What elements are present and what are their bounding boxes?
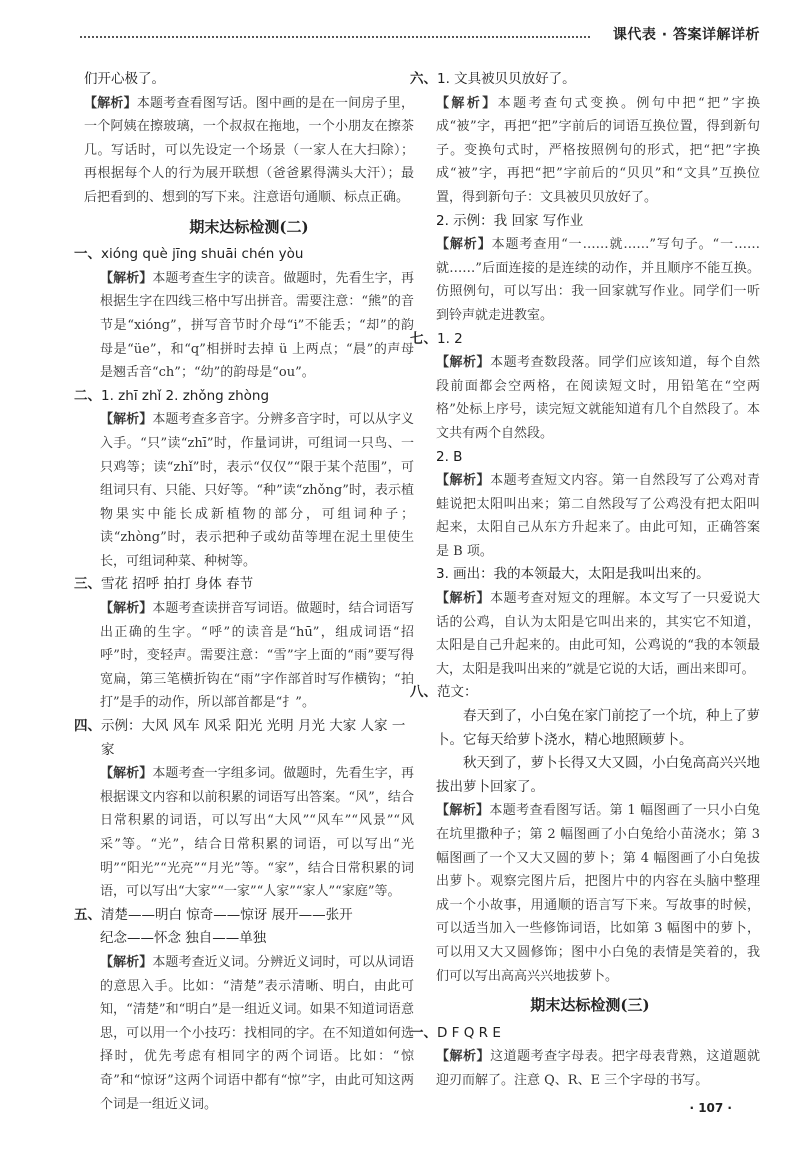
question-number: 二、 — [74, 387, 101, 404]
answer: xióng què jīng shuāi chén yòu — [101, 246, 304, 263]
question-7-2-analysis — [420, 469, 760, 563]
analysis-label: 【解析】 — [100, 412, 153, 428]
question-number: 八、 — [410, 684, 437, 701]
question-7-1-analysis — [420, 351, 760, 445]
section-title-2: 期末达标检测(二) — [189, 217, 309, 236]
question-6-2-answer: 2. 示例：我 回家 写作业 — [436, 212, 584, 229]
analysis-text: 本题考查句式变换。例句中把“把”字换成“被”字，再把“把”字前后的词语互换位置，得到新句子。变换句式时，严格按照例句的形式，把“把”字换成“被”字，再把“把”字前后的“贝贝”和“文具”互换位置，得到新句子：文具被贝贝放好了。 — [436, 95, 760, 205]
analysis-text: 本题考查数段落。同学们应该知道，每个自然段前面都会空两格，在阅读短文时，用铅笔在“空两格”处标上序号，读完短文就能知道有几个自然段了。本文共有两个自然段。 — [436, 355, 760, 441]
answer: 示例：大风 风车 风采 阳光 光明 月光 大家 人家 一家 — [101, 718, 406, 758]
question-2-analysis — [84, 408, 414, 573]
question-4 — [74, 715, 414, 762]
analysis-text: 本题考查看图写话。第 1 幅图画了一只小白兔在坑里撒种子；第 2 幅图画了小白兔给小苗浇水；第 3 幅图画了一个又大又圆的萝卜；第 4 幅图画了小白兔拔出萝卜。观察完图片后，把图片中的内容在头脑中整理成一个小故事，用通顺的语言写下来。写故事的时候，可以适当加入一些修饰词语，比如第 3 幅图中的萝卜，可以用又大又圆修饰；图中小白兔的表情是笑着的，我们可以写出高高兴兴地拔萝卜。 — [436, 803, 760, 984]
analysis-text: 本题考查用“一……就……”写句子。“一……就……”后面连接的是连续的动作，并且顺序不能互换。仿照例句，可以写出：我一回家就写作业。同学们一听到铃声就走进教室。 — [436, 237, 760, 323]
question-7-2-answer: 2. B — [436, 448, 463, 465]
analysis-label: 【解析】 — [84, 95, 137, 111]
header-dotted-rule — [80, 36, 590, 38]
question-8 — [410, 681, 760, 705]
question-5-analysis — [84, 951, 414, 1116]
question-number: 一、 — [74, 246, 101, 263]
answer: 清楚——明白 惊奇——惊讶 展开——张开 — [101, 906, 353, 923]
question-number: 三、 — [74, 576, 101, 593]
question-number: 四、 — [74, 718, 101, 735]
analysis-label: 【解析】 — [100, 601, 153, 617]
answer: 1. 文具被贝贝放好了。 — [437, 71, 576, 87]
analysis-label: 【解析】 — [436, 591, 491, 607]
question-number: 一、 — [410, 1024, 437, 1041]
page-header — [80, 22, 760, 48]
analysis-text: 这道题考查字母表。把字母表背熟，这道题就迎刃而解了。注意 Q、R、E 三个字母的书写。 — [436, 1049, 760, 1088]
analysis-label: 【解析】 — [436, 803, 490, 819]
analysis-text: 本题考查一字组多词。做题时，先看生字，再根据课文内容和以前积累的词语写出答案。“风”，结合日常积累的词语，可以写出“大风”“风车”“风景”“风采”等。“光”，结合日常积累的词语，可以写出“光明”“阳光”“光亮”“月光”等。“家”，结合日常积累的词语，可以写出“大家”“一家”“人家”“家人”“家庭”等。 — [100, 766, 414, 900]
analysis-text: 本题考查生字的读音。做题时，先看生字，再根据生字在四线三格中写出拼音。需要注意：“熊”的音节是“xióng”，拼写音节时介母“i”不能丢；“却”的韵母是“üe”，和“q”相拼时去掉 ü 上两点；“晨”的声母是翘舌音“ch”；“幼”的韵母是“ou”。 — [100, 270, 414, 381]
intro-text: 们开心极了。 — [84, 71, 165, 87]
header-title: 课代表 · 答案详解详析 — [612, 27, 760, 43]
question-6-1-analysis — [420, 92, 760, 210]
analysis-label: 【解析】 — [436, 237, 492, 253]
question-5-answer-line2: 纪念——怀念 独自——单独 — [100, 930, 267, 947]
question-7-3-analysis — [420, 587, 760, 681]
question-4-analysis — [84, 762, 414, 904]
question-2 — [74, 385, 414, 409]
analysis-text: 本题考查近义词。分辨近义词时，可以从词语的意思入手。比如：“清楚”表示清晰、明白，由此可知，“清楚”和“明白”是一组近义词。如果不知道词语意思，可以用一个小技巧：找相同的字。在不知道如何选择时，优先考虑有相同字的两个词语。比如：“惊奇”和“惊讶”这两个词语中都有“惊”字，由此可知这两个词是一组近义词。 — [100, 954, 414, 1112]
section-title-3: 期末达标检测(三) — [530, 996, 650, 1015]
question-7 — [410, 328, 760, 352]
section-3-question-1 — [410, 1022, 760, 1046]
question-1 — [74, 243, 414, 267]
analysis-text: 本题考查多音字。分辨多音字时，可以从字义入手。“只”读“zhī”时，作量词讲，可组词一只鸟、一只鸡等；读“zhǐ”时，表示“仅仅”“限于某个范围”，可组词只有、只能、只好等。“种”读“zhǒng”时，表示植物果实中能长成新植物的部分，可组词种子；读“zhòng”时，表示把种子或幼苗等埋在泥土里使生长，可组词种菜、种树等。 — [100, 412, 414, 569]
answer: D F Q R E — [437, 1024, 501, 1041]
analysis-text: 本题考查读拼音写词语。做题时，结合词语写出正确的生字。“呼”的读音是“hū”，组成词语“招呼”时，变轻声。需要注意：“雪”字上面的“雨”要写得宽扁，第三笔横折钩在“雨”字作部首时写作横钩；“拍打”是手的动作，所以部首都是“扌”。 — [100, 601, 414, 711]
essay-paragraph-2: 秋天到了，萝卜长得又大又圆，小白兔高高兴兴地拔出萝卜回家了。 — [436, 755, 760, 795]
left-column — [74, 68, 414, 1116]
question-6-2-analysis — [420, 233, 760, 327]
answer: 雪花 招呼 拍打 身体 春节 — [101, 576, 254, 593]
question-7-3-answer: 3. 画出：我的本领最大，太阳是我叫出来的。 — [436, 566, 710, 583]
answer: 1. 2 — [437, 330, 463, 347]
answer: 范文： — [437, 684, 478, 701]
question-8-analysis — [420, 799, 760, 988]
analysis-label: 【解析】 — [100, 270, 153, 286]
analysis-label: 【解析】 — [100, 766, 153, 782]
analysis-label: 【解析】 — [436, 1049, 491, 1065]
question-number: 七、 — [410, 330, 437, 347]
intro-analysis — [84, 92, 414, 210]
question-number: 五、 — [74, 906, 101, 923]
essay-paragraph-1: 春天到了，小白兔在家门前挖了一个坑，种上了萝卜。它每天给萝卜浇水，精心地照顾萝卜。 — [436, 708, 760, 748]
analysis-text: 本题考查短文内容。第一自然段写了公鸡对青蛙说把太阳叫出来；第二自然段写了公鸡没有把太阳叫起来，太阳自己从东方升起来了。由此可知，正确答案是 B 项。 — [436, 473, 760, 559]
question-3 — [74, 573, 414, 597]
question-3-analysis — [84, 597, 414, 715]
question-6 — [410, 68, 760, 92]
question-number: 六、 — [410, 71, 437, 87]
question-5 — [74, 904, 414, 928]
page-number: · 107 · — [689, 1101, 732, 1115]
analysis-label: 【解析】 — [436, 95, 498, 111]
answer: 1. zhī zhǐ 2. zhǒng zhòng — [101, 387, 270, 404]
analysis-text: 本题考查看图写话。图中画的是在一间房子里，一个阿姨在擦玻璃，一个叔叔在拖地，一个小朋友在擦茶几。写话时，可以先设定一个场景（一家人在大扫除）；再根据每个人的行为展开联想（爸爸累得满头大汗）；最后把看到的、想到的写下来。注意语句通顺、标点正确。 — [84, 95, 414, 205]
analysis-label: 【解析】 — [436, 355, 491, 371]
analysis-label: 【解析】 — [100, 954, 153, 970]
analysis-label: 【解析】 — [436, 473, 491, 489]
question-1-analysis — [84, 267, 414, 385]
section-3-question-1-analysis — [420, 1045, 760, 1092]
right-column — [410, 68, 760, 1093]
analysis-text: 本题考查对短文的理解。本文写了一只爱说大话的公鸡，自认为太阳是它叫出来的，其实它不知道，太阳是自己升起来的。由此可知，公鸡说的“我的本领最大，太阳是我叫出来的”就是它说的大话，画出来即可。 — [436, 591, 760, 677]
